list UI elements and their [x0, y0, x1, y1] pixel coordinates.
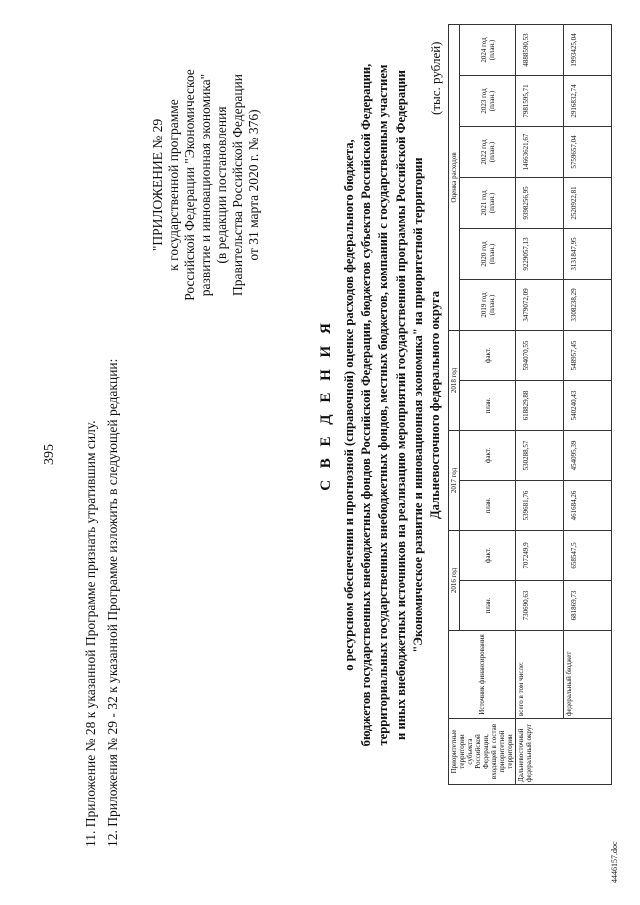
appendix-line: Правительства Российской Федерации [230, 74, 245, 296]
territory-cell: Дальневосточный федеральный округ [516, 719, 612, 785]
header-est-2024: 2024 год (план.) [460, 24, 516, 75]
table-row [564, 24, 612, 784]
header-estimate: Оценка расходов [449, 24, 460, 330]
header-fact: факт. [460, 331, 516, 381]
header-est-2020: 2020 год (план.) [460, 229, 516, 280]
value-cell: 454095,39 [564, 431, 612, 481]
value-cell: 707249,9 [516, 531, 564, 581]
header-est-2022: 2022 год (план.) [460, 127, 516, 178]
appendix-line: "ПРИЛОЖЕНИЕ № 29 [150, 118, 165, 252]
document-title [318, 25, 444, 785]
appendix-line: Российской Федерации "Экономическое [182, 69, 197, 301]
header-year-2018: 2018 год [449, 331, 460, 431]
value-cell: 539681,76 [516, 481, 564, 531]
value-cell: 618829,88 [516, 381, 564, 431]
header-plan: план. [460, 381, 516, 431]
title-line: территориальных государственных внебюджетных фондов, местных бюджетов, компаний с государственным участием [376, 64, 391, 746]
value-cell: 3479072,09 [516, 280, 564, 331]
value-cell: 548957,45 [564, 331, 612, 381]
value-cell: 1993425,04 [564, 24, 612, 75]
header-est-2021: 2021 год (план.) [460, 178, 516, 229]
appendix-line: (в редакции постановления [214, 106, 229, 264]
amendment-item: 11. Приложение № 28 к указанной Программе признать утратившим силу. [83, 420, 98, 847]
value-cell: 594070,55 [516, 331, 564, 381]
value-cell: 540240,43 [564, 381, 612, 431]
value-cell: 5759657,04 [564, 127, 612, 178]
value-cell: 3131847,95 [564, 229, 612, 280]
value-cell: 7981595,71 [516, 76, 564, 127]
value-cell: 4888590,53 [516, 24, 564, 75]
header-est-2019: 2019 год (план.) [460, 280, 516, 331]
page-number: 395 [42, 444, 57, 465]
source-cell: федеральный бюджет [564, 631, 612, 719]
footer-filename: 4446157.doc [610, 841, 619, 883]
value-cell: 530288,57 [516, 431, 564, 481]
value-cell: 2916832,74 [564, 76, 612, 127]
table-row [516, 24, 564, 784]
value-cell: 14663621,67 [516, 127, 564, 178]
header-plan: план. [460, 481, 516, 531]
appendix-line: от 31 марта 2020 г. № 376) [246, 109, 261, 261]
title-main: С В Е Д Е Н И Я [318, 319, 334, 491]
appendix-header [150, 25, 262, 345]
title-line: о ресурсном обеспечении и прогнозной (справочной) оценке расходов федерального бюджета, [342, 139, 356, 671]
title-line: Дальневосточного федерального округа [428, 290, 443, 520]
title-line: бюджетов государственных внебюджетных фондов Российской Федерации, бюджетов субъектов Российской Федерации, [359, 63, 374, 747]
units-label: (тыс. рублей) [428, 41, 443, 115]
header-year-2016: 2016 год [449, 531, 460, 631]
value-cell: 730690,63 [516, 581, 564, 631]
header-territory: Приоритетные территории субъекта Российской Федерации, входящей в состав приоритетной территории [449, 719, 516, 785]
header-source: Источник финансирования [449, 631, 516, 719]
header-est-2023: 2023 год (план.) [460, 76, 516, 127]
value-cell: 658547,5 [564, 531, 612, 581]
title-line: и иных внебюджетных источников на реализацию мероприятий государственной программы Российской Федерации [393, 70, 408, 740]
appendix-line: к государственной программе [166, 99, 181, 271]
header-fact: факт. [460, 431, 516, 481]
amendment-items [80, 359, 124, 847]
value-cell: 3308238,29 [564, 280, 612, 331]
source-cell: всего в том числе: [516, 631, 564, 719]
header-plan: план. [460, 581, 516, 631]
title-line: "Экономическое развитие и инновационная экономика" на приоритетной территории [410, 157, 425, 653]
value-cell: 9229057,13 [516, 229, 564, 280]
header-fact: факт. [460, 531, 516, 581]
value-cell: 9398256,95 [516, 178, 564, 229]
value-cell: 461684,26 [564, 481, 612, 531]
amendment-item: 12. Приложения № 29 - 32 к указанной Программе изложить в следующей редакции: [105, 358, 120, 847]
appendix-line: развитие и инновационная экономика" [198, 73, 213, 297]
header-year-2017: 2017 год [449, 431, 460, 531]
expenditure-table [448, 24, 612, 785]
value-cell: 681869,73 [564, 581, 612, 631]
value-cell: 2520922,81 [564, 178, 612, 229]
